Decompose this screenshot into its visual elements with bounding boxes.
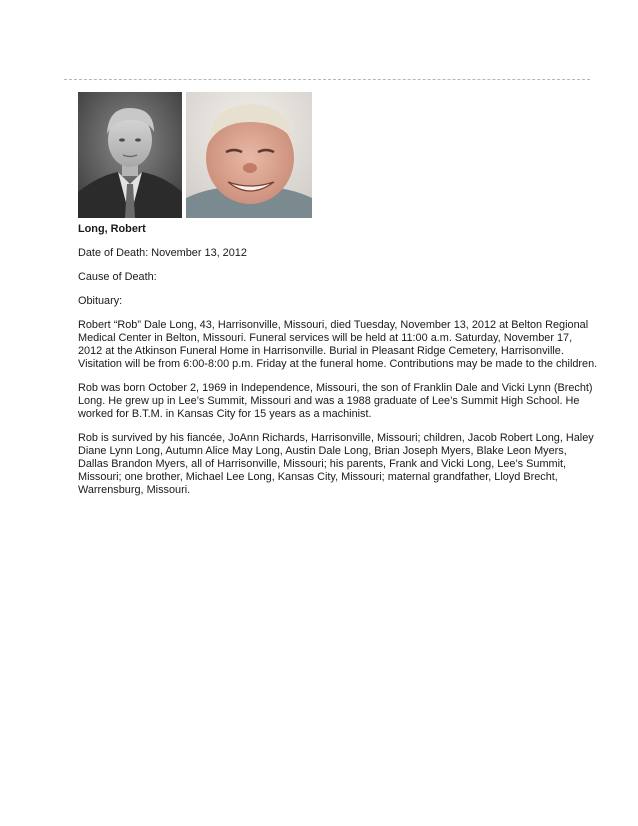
photo-row <box>78 92 312 218</box>
obituary-text <box>78 223 598 508</box>
obituary-paragraph-biography: Rob was born October 2, 1969 in Independence, Missouri, the son of Franklin Dale and Vicki Lynn (Brecht) Long. He grew up in Lee’s Summit, Missouri and was a 1988 graduate of Lee’s Summit High School. He worked for B.T.M. in Kansas City for 15 years as a machinist. <box>78 382 593 420</box>
portrait-photo-adult <box>186 92 312 218</box>
cause-of-death: Cause of Death: <box>78 271 157 283</box>
dashed-divider <box>64 79 590 80</box>
obituary-paragraph-survivors: Rob is survived by his fiancée, JoAnn Richards, Harrisonville, Missouri; children, Jacob Robert Long, Haley Diane Lynn Long, Autumn Alice May Long, Austin Dale Long, Brian Joseph Myers, Blake Leon Myers, Dallas Brandon Myers, all of Harrisonville, Missouri; his parents, Frank and Vicki Long, Lee’s Summit, Missouri; one brother, Michael Lee Long, Kansas City, Missouri; maternal grandfather, Lloyd Brecht, Warrensburg, Missouri. <box>78 432 594 496</box>
date-of-death: Date of Death: November 13, 2012 <box>78 247 247 259</box>
obituary-heading: Obituary: <box>78 295 123 307</box>
deceased-name: Long, Robert <box>78 223 146 235</box>
portrait-photo-young <box>78 92 182 218</box>
obituary-paragraph-services: Robert “Rob” Dale Long, 43, Harrisonville, Missouri, died Tuesday, November 13, 2012 at Belton Regional Medical Center in Belton, Missouri. Funeral services will be held at 11:00 a.m. Saturday, November 17, 2012 at the Atkinson Funeral Home in Harrisonville. Burial in Pleasant Ridge Cemetery, Harrisonville. Visitation will be from 6:00-8:00 p.m. Friday at the funeral home. Contributions may be made to the children. <box>78 319 598 370</box>
